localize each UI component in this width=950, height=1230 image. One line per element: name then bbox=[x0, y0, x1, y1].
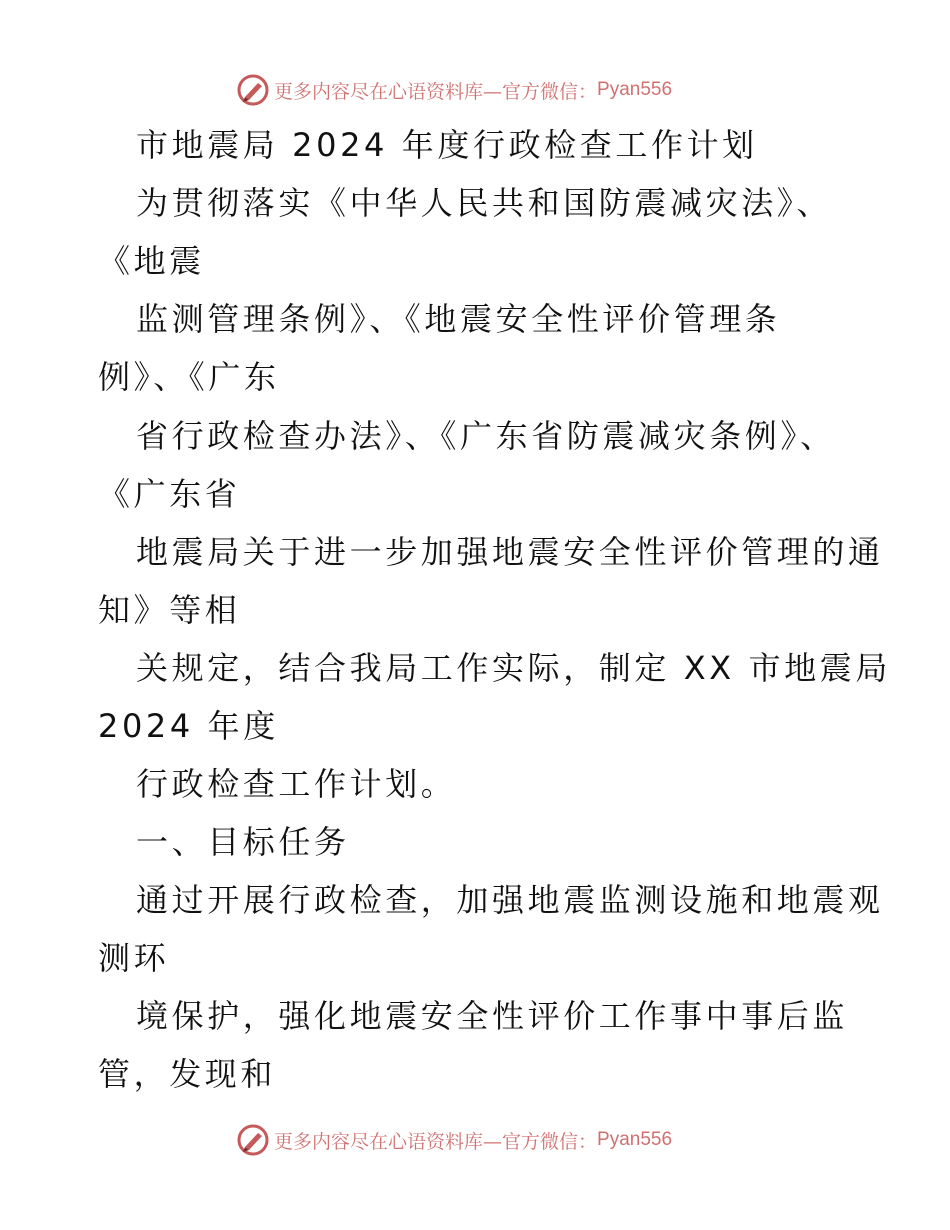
footer-banner-content bbox=[236, 1120, 672, 1160]
text-line: 管，发现和 bbox=[98, 1055, 277, 1093]
text-line: 《广东省 bbox=[98, 475, 241, 513]
text-line: 监测管理条例》、《地震安全性评价管理条 bbox=[136, 300, 781, 338]
header-banner-content bbox=[236, 70, 672, 110]
pen-seal-logo-icon bbox=[236, 1123, 270, 1157]
text-line: 通过开展行政检查，加强地震监测设施和地震观 bbox=[136, 881, 884, 919]
text-line: 境保护，强化地震安全性评价工作事中事后监 bbox=[136, 997, 849, 1035]
text-line: 2024 年度 bbox=[98, 707, 279, 745]
text-line: 例》、《广东 bbox=[98, 358, 280, 396]
text-line: 测环 bbox=[98, 939, 170, 977]
text-line: 关规定，结合我局工作实际，制定 XX 市地震局 bbox=[136, 649, 891, 687]
text-line: 地震局关于进一步加强地震安全性评价管理的通 bbox=[136, 533, 884, 571]
footer-banner-wechat-id: Pyan556 bbox=[597, 1129, 673, 1150]
footer-banner-text: 更多内容尽在心语资料库—官方微信： bbox=[274, 1130, 598, 1153]
text-line: 《地震 bbox=[98, 242, 205, 280]
section-heading: 一、目标任务 bbox=[136, 823, 350, 861]
header-banner-text: 更多内容尽在心语资料库—官方微信： bbox=[274, 80, 598, 103]
text-line: 省行政检查办法》、《广东省防震减灾条例》、 bbox=[136, 417, 836, 455]
header-banner-wechat-id: Pyan556 bbox=[597, 79, 673, 100]
document-title: 市地震局 2024 年度行政检查工作计划 bbox=[136, 126, 758, 164]
text-line: 行政检查工作计划。 bbox=[136, 765, 457, 803]
footer-watermark-banner bbox=[0, 1120, 950, 1160]
text-line: 为贯彻落实《中华人民共和国防震减灾法》、 bbox=[136, 184, 833, 222]
pen-seal-logo-icon bbox=[236, 73, 270, 107]
header-watermark-banner bbox=[0, 70, 950, 110]
text-line: 知》等相 bbox=[98, 591, 241, 629]
